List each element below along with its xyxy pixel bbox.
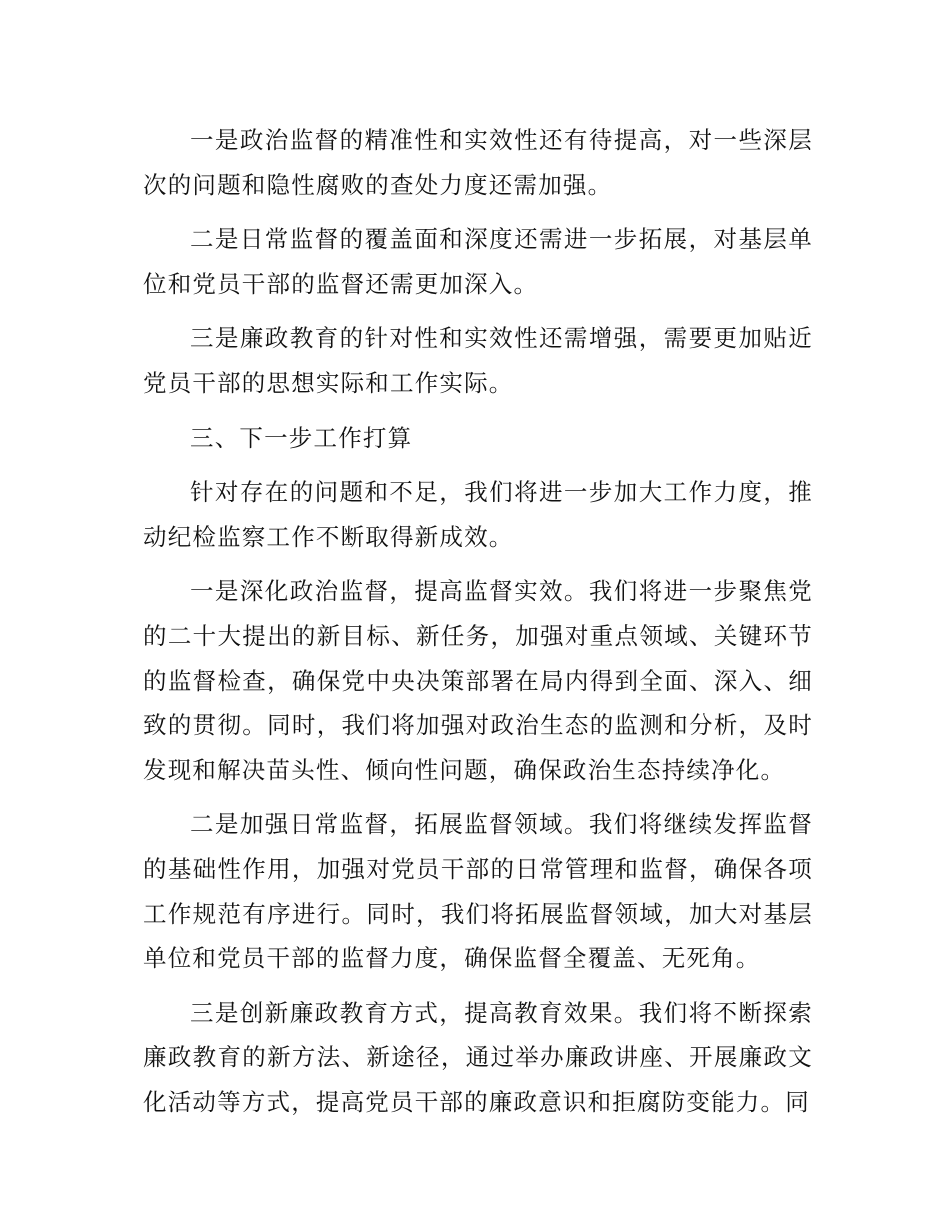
document-body <box>143 118 813 1134</box>
paragraph-plan-integrity-education: 三是创新廉政教育方式，提高教育效果。我们将不断探索廉政教育的新方法、新途径，通过举办廉政讲座、开展廉政文化活动等方式，提高党员干部的廉政意识和拒腐防变能力。同 <box>143 998 813 1116</box>
paragraph-plan-daily-supervision: 二是加强日常监督，拓展监督领域。我们将继续发挥监督的基础性作用，加强对党员干部的日常管理和监督，确保各项工作规范有序进行。同时，我们将拓展监督领域，加大对基层单位和党员干部的监督力度，确保监督全覆盖、无死角。 <box>143 810 813 973</box>
section-heading-next-steps: 三、下一步工作打算 <box>190 423 413 452</box>
paragraph-issue-daily-supervision: 二是日常监督的覆盖面和深度还需进一步拓展，对基层单位和党员干部的监督还需更加深入。 <box>143 225 813 298</box>
paragraph-next-steps-intro: 针对存在的问题和不足，我们将进一步加大工作力度，推动纪检监察工作不断取得新成效。 <box>143 478 813 551</box>
paragraph-plan-political-supervision: 一是深化政治监督，提高监督实效。我们将进一步聚焦党的二十大提出的新目标、新任务，加强对重点领域、关键环节的监督检查，确保党中央决策部署在局内得到全面、深入、细致的贯彻。同时，我们将加强对政治生态的监测和分析，及时发现和解决苗头性、倾向性问题，确保政治生态持续净化。 <box>143 577 813 784</box>
paragraph-issue-political-supervision: 一是政治监督的精准性和实效性还有待提高，对一些深层次的问题和隐性腐败的查处力度还需加强。 <box>143 126 813 199</box>
paragraph-issue-integrity-education: 三是廉政教育的针对性和实效性还需增强，需要更加贴近党员干部的思想实际和工作实际。 <box>143 324 813 397</box>
